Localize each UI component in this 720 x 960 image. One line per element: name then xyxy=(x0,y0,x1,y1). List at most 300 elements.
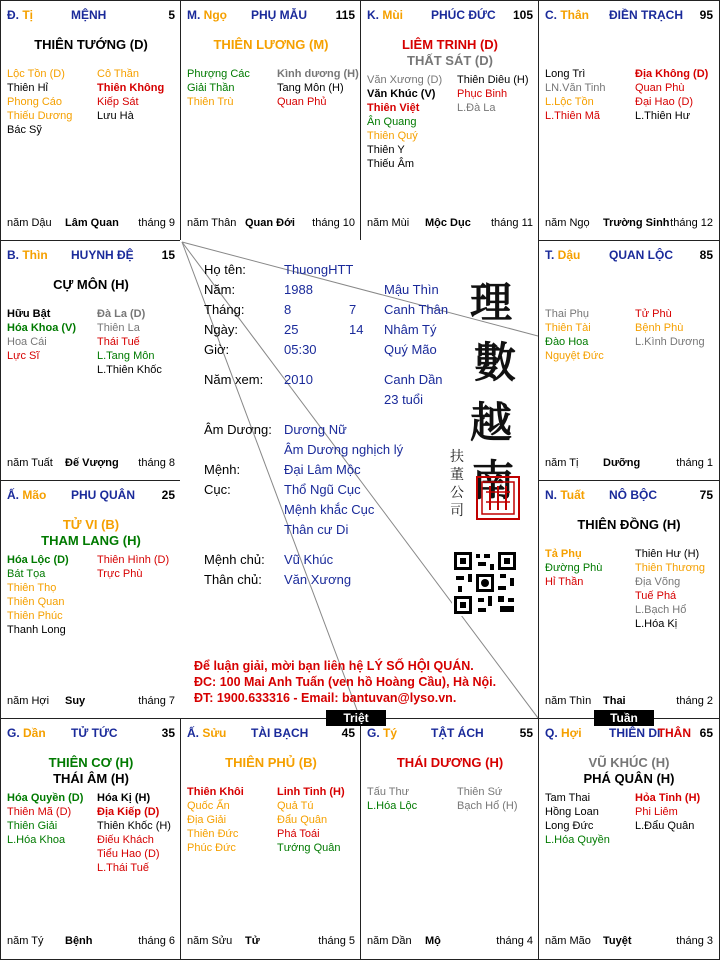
minor-star: L.Hóa Quyền xyxy=(545,834,610,846)
palace-number: 55 xyxy=(519,726,533,740)
minor-star: Phục Binh xyxy=(457,88,508,100)
footer-stage: Suy xyxy=(65,695,86,707)
minor-star: Điếu Khách xyxy=(97,834,154,846)
minor-star: Tang Môn (H) xyxy=(277,82,344,94)
minor-star: Thiên Khốc (H) xyxy=(97,820,171,832)
minor-star: Tử Phù xyxy=(635,308,672,320)
minor-stars-left xyxy=(545,791,610,847)
minor-star: Địa Võng xyxy=(635,576,681,588)
minor-star: Hóa Khoa (V) xyxy=(7,322,77,334)
value-am-duong: Dương Nữ xyxy=(284,422,347,437)
palace-branch: M. Ngọ xyxy=(187,8,227,22)
palace-name: QUAN LỘC xyxy=(609,248,673,262)
footer-year: năm Thìn xyxy=(545,695,592,707)
red-seal-stamp xyxy=(476,476,520,520)
minor-star: L.Thiên Khốc xyxy=(97,364,162,376)
palace-number: 65 xyxy=(699,726,713,740)
minor-star: L.Hóa Lộc xyxy=(367,800,418,812)
minor-star: Giải Thần xyxy=(187,82,235,94)
palace-ngo xyxy=(180,0,362,242)
tuan-marker: Tuần xyxy=(594,710,654,726)
main-stars xyxy=(361,37,539,69)
value-ngay-am: 14 xyxy=(349,322,364,337)
minor-stars-right xyxy=(457,73,529,115)
minor-star: Hỏa Tinh (H) xyxy=(635,792,701,804)
palace-header xyxy=(7,8,175,24)
palace-header xyxy=(7,726,175,742)
palace-footer xyxy=(367,217,533,231)
palace-suu xyxy=(180,718,362,960)
footer-year: năm Thân xyxy=(187,217,237,229)
palace-footer xyxy=(187,935,355,949)
minor-stars-left xyxy=(187,785,244,855)
palace-branch: G. Tý xyxy=(367,726,398,740)
main-star: THIÊN PHỦ (B) xyxy=(225,755,317,770)
minor-star: Cô Thần xyxy=(97,68,139,80)
palace-footer xyxy=(367,935,533,949)
palace-footer xyxy=(187,217,355,231)
small-char-2: 董 xyxy=(450,467,464,483)
palace-number: 75 xyxy=(699,488,713,502)
minor-star: Đại Hao (D) xyxy=(635,96,694,108)
footer-stage: Quan Đới xyxy=(245,217,295,229)
palace-name: HUYNH ĐỆ xyxy=(71,248,134,262)
palace-header xyxy=(187,726,355,742)
minor-star: Phá Toái xyxy=(277,828,320,840)
main-stars xyxy=(539,517,719,533)
contact-line-2: ĐC: 100 Mai Anh Tuấn (ven hồ Hoàng Cầu), Hà Nội. xyxy=(194,675,497,689)
minor-star: Tuế Phá xyxy=(635,590,677,602)
main-stars xyxy=(539,755,719,787)
minor-star: Bệnh Phù xyxy=(635,322,684,334)
palace-header xyxy=(7,248,175,264)
minor-star: Ân Quang xyxy=(367,116,417,128)
main-stars xyxy=(361,755,539,771)
minor-star: Tấu Thư xyxy=(367,786,410,798)
palace-number: 85 xyxy=(699,248,713,262)
main-stars xyxy=(181,37,361,53)
palace-dau xyxy=(538,240,720,482)
minor-stars-left xyxy=(367,785,417,813)
palace-mao xyxy=(0,480,182,720)
main-star: PHÁ QUÂN (H) xyxy=(583,771,675,786)
minor-star: Thiên Thương xyxy=(635,562,706,574)
palace-name: PHỤ MẪU xyxy=(251,8,307,22)
small-char-4: 司 xyxy=(450,503,464,519)
minor-star: L.Bạch Hổ xyxy=(635,604,687,616)
palace-header xyxy=(545,726,713,742)
palace-number: 25 xyxy=(161,488,175,502)
palace-branch: Q. Hợi xyxy=(545,726,582,740)
minor-stars-left xyxy=(7,307,76,363)
minor-star: L.Kình Dương xyxy=(635,336,705,348)
minor-stars-right xyxy=(635,791,700,833)
value-ho-ten: ThuongHTT xyxy=(284,262,354,277)
minor-star: Thai Phụ xyxy=(545,308,590,320)
minor-star: L.Lộc Tồn xyxy=(545,96,594,108)
minor-star: Tả Phụ xyxy=(545,548,582,560)
minor-stars-right xyxy=(457,785,518,813)
main-stars xyxy=(181,755,361,771)
palace-branch: N. Tuất xyxy=(545,488,585,502)
footer-month: tháng 3 xyxy=(676,935,713,947)
palace-branch: Ấ. Mão xyxy=(7,488,47,502)
palace-number: 15 xyxy=(161,248,175,262)
value-ngay: 25 xyxy=(284,322,299,337)
minor-star: Thiên Y xyxy=(367,144,405,156)
footer-month: tháng 5 xyxy=(318,935,355,947)
main-star: CỰ MÔN (H) xyxy=(53,277,129,292)
footer-stage: Lâm Quan xyxy=(65,217,119,229)
minor-star: Long Đức xyxy=(545,820,594,832)
minor-star: Quả Tú xyxy=(277,800,314,812)
value-thang: 8 xyxy=(284,302,292,317)
minor-star: Linh Tinh (H) xyxy=(277,786,345,798)
qr-code-icon[interactable] xyxy=(452,550,518,616)
main-star: TỬ VI (B) xyxy=(62,517,120,532)
minor-star: L.Thiên Mã xyxy=(545,110,601,122)
footer-month: tháng 6 xyxy=(138,935,175,947)
footer-year: năm Hợi xyxy=(7,695,50,707)
palace-footer xyxy=(7,457,175,471)
minor-star: Kiếp Sát xyxy=(97,96,139,108)
palace-header xyxy=(545,8,713,24)
minor-star: Phi Liêm xyxy=(635,806,678,818)
palace-header xyxy=(367,726,533,742)
minor-star: Thiên Quý xyxy=(367,130,418,142)
minor-stars-left xyxy=(545,67,606,123)
main-stars xyxy=(1,277,181,293)
main-star: VŨ KHÚC (H) xyxy=(588,755,670,770)
minor-star: L.Thái Tuế xyxy=(97,862,149,874)
minor-stars-left xyxy=(7,553,69,637)
minor-star: Thiên La xyxy=(97,322,140,334)
palace-number: 45 xyxy=(341,726,355,740)
palace-branch: B. Thìn xyxy=(7,248,48,262)
palace-name: TỬ TỨC xyxy=(71,726,118,740)
minor-star: Hóa Kị (H) xyxy=(97,792,151,804)
minor-star: Đào Hoa xyxy=(545,336,589,348)
palace-branch: G. Dần xyxy=(7,726,46,740)
value-nam: 1988 xyxy=(284,282,313,297)
palace-footer xyxy=(7,217,175,231)
value-nam-can: Mậu Thìn xyxy=(384,282,439,297)
minor-star: Địa Kiếp (D) xyxy=(97,806,160,818)
palace-branch: C. Thân xyxy=(545,8,590,22)
footer-year: năm Dậu xyxy=(7,217,52,229)
minor-star: Văn Xương (D) xyxy=(367,74,443,86)
palace-dan xyxy=(0,718,182,960)
minor-star: Nguyệt Đức xyxy=(545,350,604,362)
footer-year: năm Ngọ xyxy=(545,217,590,229)
label-menh: Mệnh: xyxy=(204,462,241,477)
minor-star: Phong Cáo xyxy=(7,96,63,108)
minor-star: Địa Không (D) xyxy=(635,68,709,80)
palace-name: ĐIỀN TRẠCH xyxy=(609,8,683,22)
minor-star: L.Đà La xyxy=(457,102,496,114)
minor-star: Quan Phủ xyxy=(277,96,327,108)
value-cuc: Thổ Ngũ Cục xyxy=(284,482,361,497)
palace-footer xyxy=(545,217,713,231)
footer-stage: Đế Vượng xyxy=(65,457,119,469)
minor-star: Đẩu Quân xyxy=(277,814,328,826)
minor-star: Đường Phù xyxy=(545,562,603,574)
value-menh-chu: Vũ Khúc xyxy=(284,552,334,567)
footer-stage: Dưỡng xyxy=(603,457,641,469)
minor-star: Quốc Ấn xyxy=(187,800,230,812)
footer-year: năm Tuất xyxy=(7,457,53,469)
minor-star: Thiên Không xyxy=(97,82,165,94)
minor-stars-right xyxy=(635,307,705,349)
palace-number: 35 xyxy=(161,726,175,740)
palace-branch: Ấ. Sửu xyxy=(187,726,227,740)
palace-number: 5 xyxy=(168,8,175,22)
value-menh: Đại Lâm Mộc xyxy=(284,462,361,477)
calligraphy-char-4: 南 xyxy=(472,456,515,505)
minor-star: Thiên Sứ xyxy=(457,786,503,798)
palace-footer xyxy=(545,457,713,471)
main-star: THAM LANG (H) xyxy=(41,533,141,548)
palace-mui xyxy=(360,0,540,242)
minor-star: Tam Thai xyxy=(545,792,591,804)
minor-stars-right xyxy=(635,547,705,631)
minor-star: Thiếu Dương xyxy=(7,110,73,122)
minor-star: Thiên Khôi xyxy=(187,786,244,798)
palace-branch: K. Mùi xyxy=(367,8,404,22)
minor-stars-right xyxy=(97,307,162,377)
minor-star: Quan Phù xyxy=(635,82,685,94)
minor-star: Lực Sĩ xyxy=(7,350,40,362)
contact-line-1: Để luận giải, mời bạn liên hệ LÝ SỐ HỘI QUÁN. xyxy=(194,659,474,673)
footer-month: tháng 4 xyxy=(496,935,533,947)
value-than-chu: Văn Xương xyxy=(284,572,352,587)
palace-footer xyxy=(7,695,175,709)
label-thang: Tháng: xyxy=(204,302,245,317)
minor-star: L.Đẩu Quân xyxy=(635,820,695,832)
minor-star: Tiểu Hao (D) xyxy=(97,848,160,860)
minor-stars-right xyxy=(97,553,169,581)
footer-year: năm Dần xyxy=(367,935,412,947)
footer-month: tháng 8 xyxy=(138,457,175,469)
main-stars xyxy=(1,37,181,53)
palace-name: TẬT ÁCH xyxy=(431,726,484,740)
minor-star: Thái Tuế xyxy=(97,336,140,348)
minor-star: L.Hóa Khoa xyxy=(7,834,66,846)
calligraphy-char-3: 越 xyxy=(470,398,513,447)
label-ho-ten: Họ tên: xyxy=(204,262,246,277)
minor-star: Bạch Hổ (H) xyxy=(457,800,518,812)
value-tuoi: 23 tuổi xyxy=(384,392,424,407)
main-star: THIÊN TƯỚNG (D) xyxy=(34,37,148,52)
main-stars xyxy=(1,517,181,549)
calligraphy-char-2: 數 xyxy=(474,338,517,387)
palace-header xyxy=(187,8,355,24)
main-star: LIÊM TRINH (D) xyxy=(401,37,499,52)
minor-star: Thiên Việt xyxy=(367,102,420,114)
calligraphy-char-1: 理 xyxy=(470,278,513,327)
footer-month: tháng 12 xyxy=(670,217,713,229)
than-marker: THÂN xyxy=(657,726,691,740)
palace-name: MỆNH xyxy=(71,8,107,22)
minor-star: Bát Tọa xyxy=(7,568,46,580)
palace-number: 105 xyxy=(512,8,533,22)
footer-stage: Tử xyxy=(245,935,260,947)
minor-star: Hoa Cái xyxy=(7,336,47,348)
minor-star: Thiên Quan xyxy=(7,596,65,608)
minor-stars-left xyxy=(545,307,604,363)
label-nam: Năm: xyxy=(204,282,236,297)
minor-star: Thiên Giải xyxy=(7,820,58,832)
footer-stage: Tuyệt xyxy=(603,935,632,947)
palace-ti xyxy=(360,718,540,960)
minor-star: L.Thiên Hư xyxy=(635,110,691,122)
minor-star: Thanh Long xyxy=(7,624,66,636)
value-cuc-2: Mệnh khắc Cục xyxy=(284,502,375,517)
minor-star: Phượng Các xyxy=(187,68,250,80)
footer-month: tháng 1 xyxy=(676,457,713,469)
palace-footer xyxy=(545,695,713,709)
minor-star: Phúc Đức xyxy=(187,842,236,854)
minor-star: Địa Giải xyxy=(187,814,227,826)
minor-star: Trực Phù xyxy=(97,568,143,580)
minor-stars-left xyxy=(367,73,442,171)
footer-month: tháng 2 xyxy=(676,695,713,707)
palace-header xyxy=(545,248,713,264)
label-cuc: Cục: xyxy=(204,482,231,497)
label-gio: Giờ: xyxy=(204,342,230,357)
label-ngay: Ngày: xyxy=(204,322,238,337)
footer-month: tháng 9 xyxy=(138,217,175,229)
palace-name: PHU QUÂN xyxy=(71,488,136,502)
minor-stars-left xyxy=(7,67,72,137)
minor-stars-left xyxy=(545,547,602,589)
minor-stars-left xyxy=(187,67,250,109)
contact-line-3: ĐT: 1900.633316 - Email: bantuvan@lyso.vn. xyxy=(194,691,457,705)
value-thang-can: Canh Thân xyxy=(384,302,449,317)
palace-header xyxy=(545,488,713,504)
palace-number: 95 xyxy=(699,8,713,22)
footer-year: năm Mão xyxy=(545,935,591,947)
footer-stage: Mộ xyxy=(425,935,441,947)
minor-star: Văn Khúc (V) xyxy=(367,88,436,100)
value-gio: 05:30 xyxy=(284,342,317,357)
minor-star: Lưu Hà xyxy=(97,110,134,122)
minor-star: L.Tang Môn xyxy=(97,350,155,362)
minor-star: Thiên Hư (H) xyxy=(635,548,700,560)
main-star: THẤT SÁT (D) xyxy=(407,53,493,68)
value-ngay-can: Nhâm Tý xyxy=(384,322,437,337)
minor-star: Thiên Diêu (H) xyxy=(457,74,529,86)
minor-star: Bác Sỹ xyxy=(7,124,42,136)
value-nam-xem: 2010 xyxy=(284,372,313,387)
footer-stage: Mộc Dục xyxy=(425,217,471,229)
palace-tuat xyxy=(538,480,720,720)
minor-stars-right xyxy=(277,785,345,855)
minor-star: Thiên Mã (D) xyxy=(7,806,72,818)
minor-star: LN.Văn Tinh xyxy=(545,82,606,94)
main-star: THIÊN ĐỒNG (H) xyxy=(577,517,681,532)
minor-star: Hồng Loan xyxy=(545,806,599,818)
minor-star: Đà La (D) xyxy=(97,308,146,320)
label-menh-chu: Mệnh chủ: xyxy=(204,552,265,567)
minor-stars-right xyxy=(635,67,708,123)
palace-branch: Đ. Tị xyxy=(7,8,34,22)
palace-hoi xyxy=(538,718,720,960)
palace-name: TÀI BẠCH xyxy=(251,726,309,740)
footer-year: năm Mùi xyxy=(367,217,410,229)
minor-stars-right xyxy=(97,67,164,123)
footer-stage: Bệnh xyxy=(65,935,93,947)
palace-name: NÔ BỘC xyxy=(609,488,657,502)
minor-star: Thiên Hình (D) xyxy=(97,554,170,566)
palace-name: THIÊN DI xyxy=(609,726,661,740)
palace-footer xyxy=(545,935,713,949)
footer-month: tháng 7 xyxy=(138,695,175,707)
minor-star: Kình dương (H) xyxy=(277,68,359,80)
main-star: THÁI DƯƠNG (H) xyxy=(396,755,504,770)
minor-star: L.Hóa Kị xyxy=(635,618,678,630)
footer-month: tháng 10 xyxy=(312,217,355,229)
value-am-duong-2: Âm Dương nghịch lý xyxy=(284,442,404,457)
palace-footer xyxy=(7,935,175,949)
center-info-panel xyxy=(180,240,538,718)
minor-star: Thiên Đức xyxy=(187,828,239,840)
contact-info xyxy=(194,658,496,706)
value-nam-xem-can: Canh Dần xyxy=(384,372,443,387)
minor-star: Thiên Hỉ xyxy=(7,82,48,94)
value-gio-can: Quý Mão xyxy=(384,342,437,357)
label-am-duong: Âm Dương: xyxy=(204,422,272,437)
footer-stage: Trường Sinh xyxy=(603,217,670,229)
label-than-chu: Thân chủ: xyxy=(204,572,262,587)
minor-star: Thiếu Âm xyxy=(367,158,415,170)
main-star: THIÊN CƠ (H) xyxy=(48,755,134,770)
minor-stars-right xyxy=(277,67,359,109)
palace-ty xyxy=(0,0,182,242)
footer-month: tháng 11 xyxy=(490,217,533,229)
palace-branch: T. Dậu xyxy=(545,248,581,262)
minor-stars-right xyxy=(97,791,171,875)
minor-star: Thiên Tài xyxy=(545,322,591,334)
footer-year: năm Sửu xyxy=(187,935,233,947)
minor-star: Thiên Thọ xyxy=(7,582,57,594)
footer-year: năm Tị xyxy=(545,457,579,469)
calligraphy-small-text xyxy=(450,448,466,520)
palace-name: PHÚC ĐỨC xyxy=(431,8,496,22)
small-char-3: 公 xyxy=(450,485,464,501)
minor-stars-left xyxy=(7,791,83,847)
minor-star: Thiên Trù xyxy=(187,96,234,108)
minor-star: Hóa Lộc (D) xyxy=(7,554,69,566)
minor-star: Long Trì xyxy=(545,68,586,80)
minor-star: Hóa Quyền (D) xyxy=(7,792,84,804)
triet-marker: Triệt xyxy=(326,710,386,726)
minor-star: Lộc Tồn (D) xyxy=(7,68,65,80)
main-stars xyxy=(1,755,181,787)
palace-number: 115 xyxy=(335,8,355,22)
footer-year: năm Tý xyxy=(7,935,44,947)
value-thang-am: 7 xyxy=(349,302,357,317)
minor-star: Tướng Quân xyxy=(277,842,341,854)
palace-header xyxy=(7,488,175,504)
palace-header xyxy=(367,8,533,24)
palace-than xyxy=(538,0,720,242)
value-cuc-3: Thân cư Di xyxy=(284,522,349,537)
minor-star: Thiên Phúc xyxy=(7,610,63,622)
footer-stage: Thai xyxy=(603,695,626,707)
label-nam-xem: Năm xem: xyxy=(204,372,264,387)
main-star: THIÊN LƯƠNG (M) xyxy=(213,37,329,52)
